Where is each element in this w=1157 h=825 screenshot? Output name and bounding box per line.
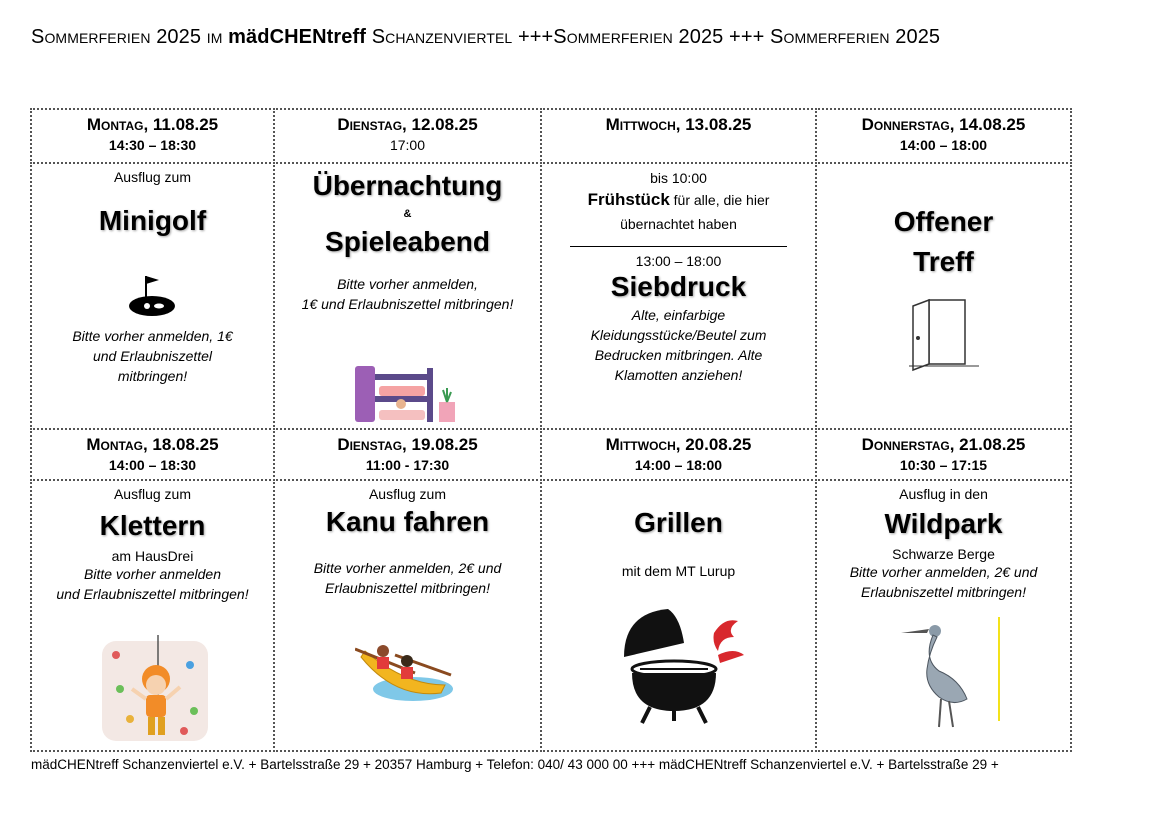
header-thu-2 [815,428,1072,481]
event-note: Bitte vorher anmelden, 2€ und [313,560,502,576]
schedule-grid [30,108,1072,752]
header-tue-1 [273,108,542,164]
event-sub: mit dem MT Lurup [621,563,736,579]
day-label: Mittwoch, 13.08.25 [605,115,752,134]
event-note: Bitte vorher anmelden, 2€ und [849,564,1038,580]
event-kanu [273,479,542,752]
footer-text: mädCHENtreff Schanzenviertel e.V. + Bartelsstraße 29 + 20357 Hamburg + Telefon: 040/ 43 000 00 +++ mädCHENtreff Schanzenviertel e.V. + Bartelsstraße 29 + [31,757,999,772]
page-title [31,26,940,49]
day-label: Dienstag, 19.08.25 [337,435,478,454]
day-label: Mittwoch, 20.08.25 [605,435,752,454]
event-pre-time: bis 10:00 [650,170,707,186]
time-label: 11:00 - 17:30 [365,457,450,473]
header-wed-1 [540,108,817,164]
event-title: Wildpark [884,508,1003,539]
event-note: Bitte vorher anmelden, [337,276,478,292]
event-title-2: Treff [913,246,974,277]
event-title: Minigolf [98,205,207,236]
event-klettern [30,479,275,752]
climbing-icon [100,635,210,745]
event-offener-treff [815,162,1072,430]
event-siebdruck [540,162,817,430]
event-note: Bitte vorher anmelden [84,566,221,582]
bunk-bed-icon [353,364,463,424]
event-intro: Ausflug zum [368,486,447,502]
event-title: Kanu fahren [325,506,490,537]
event-uebernachtung [273,162,542,430]
event-title-2: Spieleabend [325,226,490,257]
header-thu-1 [815,108,1072,164]
event-minigolf [30,162,275,430]
event-title: Siebdruck [610,271,747,302]
day-label: Montag, 18.08.25 [86,435,219,454]
title-part2: Schanzenviertel +++Sommerferien 2025 +++ Sommerferien 2025 [366,26,941,48]
event-time: 13:00 – 18:00 [635,253,722,269]
time-label: 14:30 – 18:30 [108,137,197,153]
breakfast-text: für alle, die hier übernachtet haben [620,192,770,232]
event-title: Grillen [634,507,723,538]
event-note-2: und Erlaubniszettel mitbringen! [56,586,249,602]
yellow-line [998,617,1000,721]
minigolf-icon [127,274,177,318]
time-label: 14:00 – 18:00 [634,457,723,473]
breakfast-label: Frühstück [587,190,670,209]
event-intro: Ausflug zum [113,486,192,502]
day-label: Donnerstag, 21.08.25 [861,435,1026,454]
event-grillen [540,479,817,752]
event-title: Übernachtung [312,170,503,201]
day-label: Donnerstag, 14.08.25 [861,115,1026,134]
event-note: Alte, einfarbige Kleidungsstücke/Beutel zum Bedrucken mitbringen. Alte Klamotten anziehen! [590,307,767,383]
time-label: 17:00 [389,137,426,153]
day-label: Montag, 11.08.25 [86,115,219,134]
header-mon-1 [30,108,275,164]
event-intro: Ausflug in den [899,486,988,502]
event-note-2: Erlaubniszettel mitbringen! [861,584,1026,600]
heron-icon [899,619,979,729]
grill-icon [614,603,746,725]
time-label: 10:30 – 17:15 [899,457,988,473]
event-title: Klettern [99,510,206,541]
title-brand: mädCHENtreff [228,26,367,48]
divider [570,246,787,247]
header-tue-2 [273,428,542,481]
header-wed-2 [540,428,817,481]
time-label: 14:00 – 18:30 [108,457,197,473]
time-label: 14:00 – 18:00 [899,137,988,153]
header-mon-2 [30,428,275,481]
event-note-2: 1€ und Erlaubniszettel mitbringen! [301,296,514,312]
event-sub: am HausDrei [111,548,194,564]
event-breakfast [568,188,789,236]
event-sub: Schwarze Berge [892,546,995,562]
title-part1: Sommerferien 2025 im [31,26,229,48]
event-note-2: Erlaubniszettel mitbringen! [325,580,490,596]
event-ampersand: & [403,208,412,220]
canoe-icon [355,629,455,705]
event-note: Bitte vorher anmelden, 1€ und Erlaubniszettel mitbringen! [72,328,233,384]
event-intro: Ausflug zum [113,169,192,185]
door-icon [909,296,981,372]
event-wildpark [815,479,1072,752]
day-label: Dienstag, 12.08.25 [337,115,478,134]
event-title: Offener [893,206,994,237]
